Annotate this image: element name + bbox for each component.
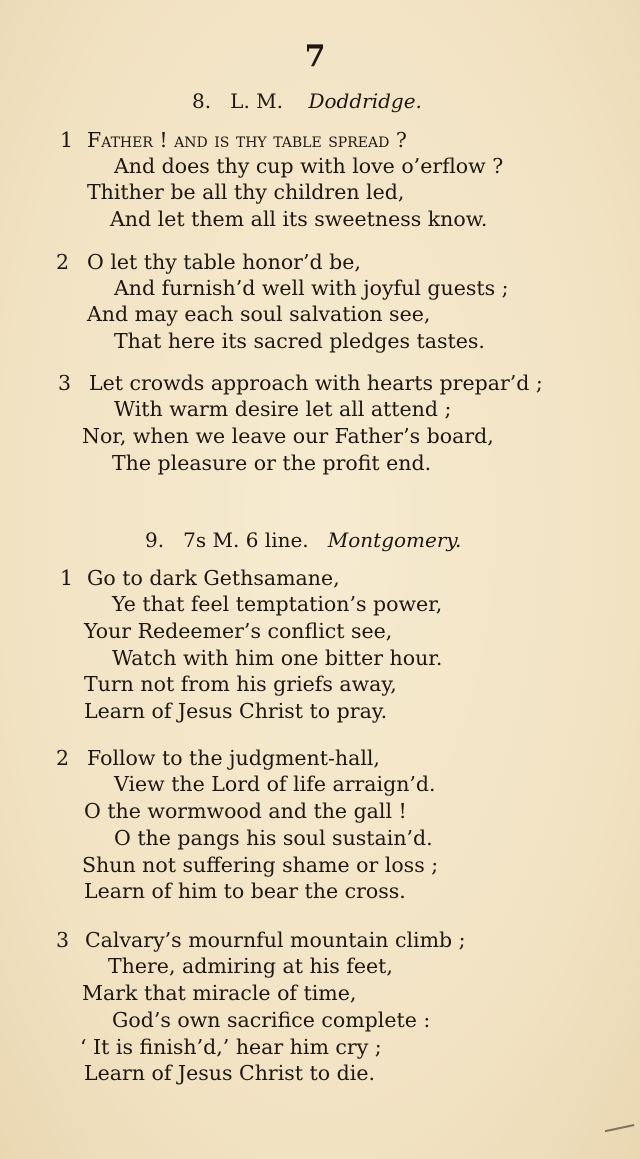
- verse-line: O let thy table honor’d be,: [87, 250, 361, 274]
- verse-line: Father ! and is thy table spread ?: [87, 128, 407, 152]
- hymn-author: Doddridge.: [308, 89, 422, 113]
- verse-line: And may each soul salvation see,: [87, 302, 431, 326]
- verse-line: Your Redeemer’s conflict see,: [84, 619, 393, 643]
- verse-line: View the Lord of life arraign’d.: [114, 772, 436, 796]
- verse-line: Mark that miracle of time,: [82, 981, 357, 1005]
- verse-line: Calvary’s mournful mountain climb ;: [85, 928, 466, 952]
- verse-line: Let crowds approach with hearts prepar’d ;: [89, 371, 543, 395]
- verse-line: Learn of him to bear the cross.: [84, 879, 406, 903]
- verse-line: With warm desire let all attend ;: [114, 397, 452, 421]
- hymn-meter: 7s M. 6 line.: [183, 528, 309, 552]
- verse-line: O the pangs his soul sustain’d.: [114, 826, 433, 850]
- verse-line: Turn not from his griefs away,: [84, 672, 397, 696]
- verse-line: Thither be all thy children led,: [87, 180, 405, 204]
- page-edge-mark: [605, 1124, 638, 1146]
- verse-line: Learn of Jesus Christ to pray.: [84, 699, 388, 723]
- hymn-meter: L. M.: [230, 89, 284, 113]
- verse-number: 1: [60, 566, 74, 590]
- verse-line: And furnish’d well with joyful guests ;: [114, 276, 509, 300]
- page-number: 7: [304, 39, 326, 74]
- verse-line: Go to dark Gethsamane,: [87, 566, 340, 590]
- hymn-author: Montgomery.: [327, 528, 462, 552]
- verse-line: There, admiring at his feet,: [108, 954, 393, 978]
- verse-line: Watch with him one bitter hour.: [112, 646, 443, 670]
- verse-line: The pleasure or the profit end.: [112, 451, 432, 475]
- verse-line: ‘ It is finish’d,’ hear him cry ;: [80, 1035, 382, 1059]
- verse-line: Learn of Jesus Christ to die.: [84, 1061, 375, 1085]
- hymn-number: 8.: [192, 89, 212, 113]
- verse-line: Nor, when we leave our Father’s board,: [82, 424, 494, 448]
- hymn-heading: [192, 89, 422, 113]
- verse-line: Follow to the judgment-hall,: [87, 746, 380, 770]
- verse-line: Ye that feel temptation’s power,: [112, 592, 443, 616]
- verse-line: That here its sacred pledges tastes.: [114, 329, 485, 353]
- verse-line: God’s own sacrifice complete :: [112, 1008, 431, 1032]
- verse-number: 3: [58, 371, 72, 395]
- verse-line: And let them all its sweetness know.: [110, 207, 488, 231]
- verse-number: 2: [56, 746, 70, 770]
- verse-line: Shun not suffering shame or loss ;: [82, 853, 439, 877]
- verse-number: 3: [56, 928, 70, 952]
- verse-line: And does thy cup with love o’erflow ?: [114, 154, 504, 178]
- verse-number: 1: [60, 128, 74, 152]
- hymn-number: 9.: [145, 528, 165, 552]
- hymn-heading: [145, 528, 461, 552]
- verse-line: O the wormwood and the gall !: [84, 799, 407, 823]
- verse-number: 2: [56, 250, 70, 274]
